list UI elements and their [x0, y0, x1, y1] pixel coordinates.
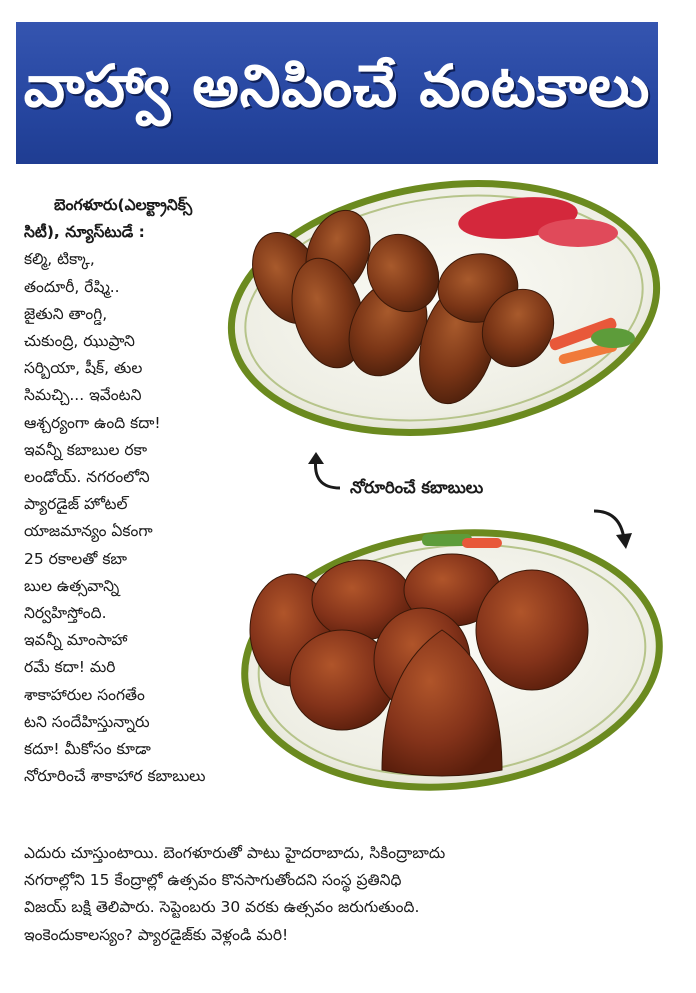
body-line: 25 రకాలతో కబా	[24, 549, 128, 568]
body-line: తందూరీ, రేష్మి..	[24, 277, 120, 296]
body-line: ప్యారడైజ్ హోటల్	[24, 495, 128, 514]
body-line: కల్మి, టిక్కా,	[24, 250, 95, 269]
headline: వాహ్వా అనిపించే వంటకాలు	[23, 51, 651, 120]
kabab-photo-bottom	[232, 520, 668, 802]
body-line: కదూ! మీకోసం కూడా	[24, 740, 151, 759]
headline-banner	[16, 22, 658, 164]
dateline: బెంగళూరు(ఎలక్ట్రానిక్స్	[54, 196, 193, 214]
body-line: ఎదురు చూస్తుంటాయి. బెంగళూరుతో పాటు హైదరాబాదు, సికింద్రాబాదు	[24, 844, 446, 862]
body-line: ఇవన్నీ మాంసాహా	[24, 631, 128, 650]
body-line: చుకుంద్రి, ఝుప్రాని	[24, 332, 135, 351]
body-line: నిర్వహిస్తోంది.	[24, 604, 107, 623]
body-line: విజయ్ బక్షి తెలిపారు. సెప్టెంబరు 30 వరకు ఉత్సవం జరుగుతుంది.	[24, 898, 420, 917]
dateline: సిటీ), న్యూస్‌టుడే :	[24, 223, 145, 242]
left-column-text	[24, 192, 234, 790]
body-line: నగరాల్లోని 15 కేంద్రాల్లో ఉత్సవం కొనసాగుతోందని సంస్థ ప్రతినిధి	[24, 871, 402, 890]
body-line: సిమచ్చి... ఇవేంటని	[24, 386, 142, 405]
body-line: టని సందేహిస్తున్నారు	[24, 712, 150, 731]
body-line: రమే కదా! మరి	[24, 658, 116, 677]
photo-caption: నోరూరించే కబాబులు	[350, 478, 484, 497]
body-line: శాకాహారుల సంగతేం	[24, 685, 145, 704]
kabab-photo-top	[218, 178, 666, 460]
body-line: జైతుని తాంగ్డి,	[24, 304, 108, 323]
bottom-paragraph	[24, 840, 674, 949]
body-line: లండోయ్. నగరంలోని	[24, 468, 150, 487]
body-line: ఇంకెందుకాలస్యం? ప్యారడైజ్‌కు వెళ్లండి మరి!	[24, 925, 289, 944]
body-line: బుల ఉత్సవాన్ని	[24, 576, 120, 595]
body-line: యాజమాన్యం ఏకంగా	[24, 522, 153, 541]
body-line: నోరూరించే శాకాహార కబాబులు	[24, 767, 206, 786]
body-line: ఆశ్చర్యంగా ఉంది కదా!	[24, 413, 161, 432]
curved-arrow-icon	[300, 448, 346, 498]
body-line: ఇవన్నీ కబాబుల రకా	[24, 440, 148, 459]
body-line: సర్బియా, షీక్, తుల	[24, 359, 143, 378]
